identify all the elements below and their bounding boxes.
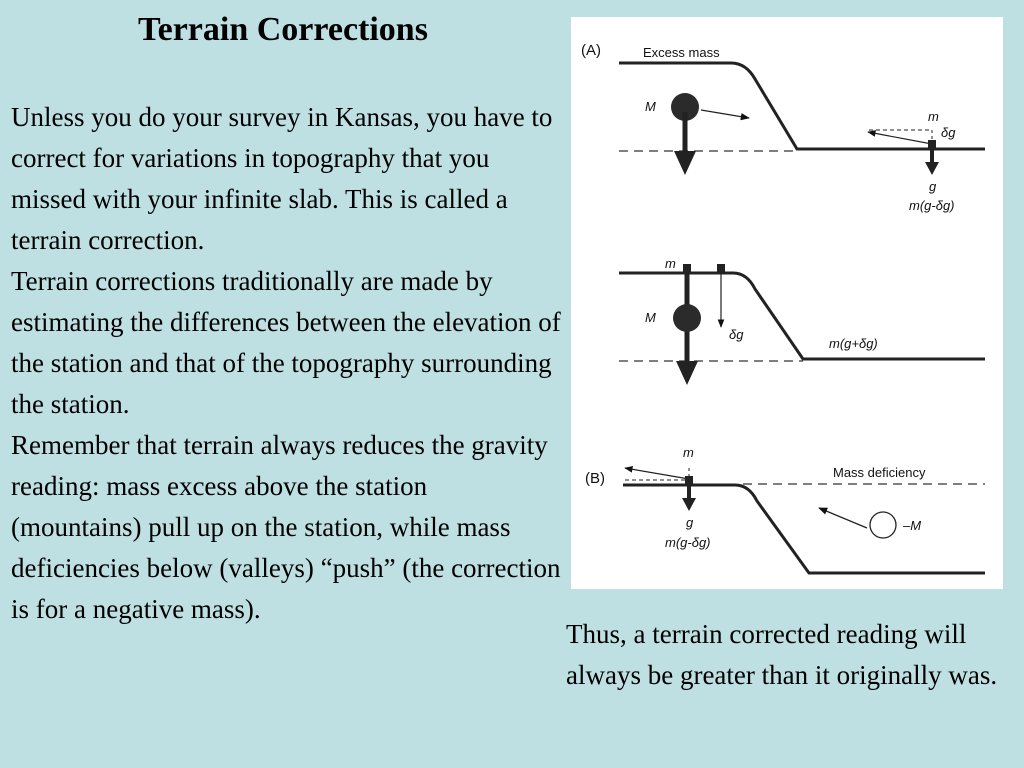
- push-arrow-b: [819, 508, 867, 528]
- terrain-profile-b: [623, 485, 985, 573]
- delta-g-label-mid: δg: [729, 327, 744, 342]
- g-arrow-head-b: [682, 498, 696, 511]
- small-m-label-b: m: [683, 445, 694, 460]
- g-label-b: g: [686, 515, 694, 530]
- paragraph-kansas: Unless you do your survey in Kansas, you have to correct for variations in topography that you missed with your infinite slab. This is called a terrain correction.: [11, 102, 553, 255]
- station-marker-mid-left: [683, 264, 691, 273]
- slide-title: Terrain Corrections: [138, 11, 428, 48]
- excess-mass-label: Excess mass: [643, 45, 720, 60]
- result-label-b: m(g-δg): [665, 535, 711, 550]
- paragraph-traditional: Terrain corrections traditionally are made by estimating the differences between the elevation of the station and that of the topography surrounding the station.: [11, 266, 561, 419]
- negative-mass-label: –M: [903, 518, 922, 533]
- gravity-arrow-head-mid: [676, 361, 698, 385]
- excess-mass-ball-mid: [673, 304, 701, 332]
- terrain-figure: [571, 17, 1003, 589]
- pull-arrow-top: [868, 132, 932, 144]
- delta-g-label-top: δg: [941, 125, 956, 140]
- figure-caption: Thus, a terrain corrected reading will always be greater than it originally was.: [566, 619, 998, 690]
- mass-deficiency-circle: [870, 512, 896, 538]
- mass-deficiency-label: Mass deficiency: [833, 465, 926, 480]
- mass-M-label-mid: M: [645, 310, 656, 325]
- paragraph-remember: Remember that terrain always reduces the gravity reading: mass excess above the station (mountains) pull up on the station, while mass deficiencies below (valleys) “push” (the correction is for a negative mass).: [11, 430, 561, 624]
- small-m-label-top: m: [928, 109, 939, 124]
- gravity-arrow-head-top: [674, 151, 696, 175]
- panel-a-label: (A): [581, 42, 601, 59]
- station-marker-mid-right: [717, 264, 725, 273]
- attraction-arrow-top: [701, 110, 749, 118]
- result-label-top: m(g-δg): [909, 198, 955, 213]
- mass-M-label-top: M: [645, 99, 656, 114]
- g-label-top: g: [929, 179, 937, 194]
- small-m-label-mid: m: [665, 256, 676, 271]
- pull-arrow-b: [625, 468, 689, 479]
- g-arrow-head-top: [925, 162, 939, 175]
- terrain-diagram: [571, 17, 1003, 589]
- panel-b-label: (B): [585, 470, 605, 487]
- result-label-mid: m(g+δg): [829, 336, 878, 351]
- body-text: [11, 97, 561, 630]
